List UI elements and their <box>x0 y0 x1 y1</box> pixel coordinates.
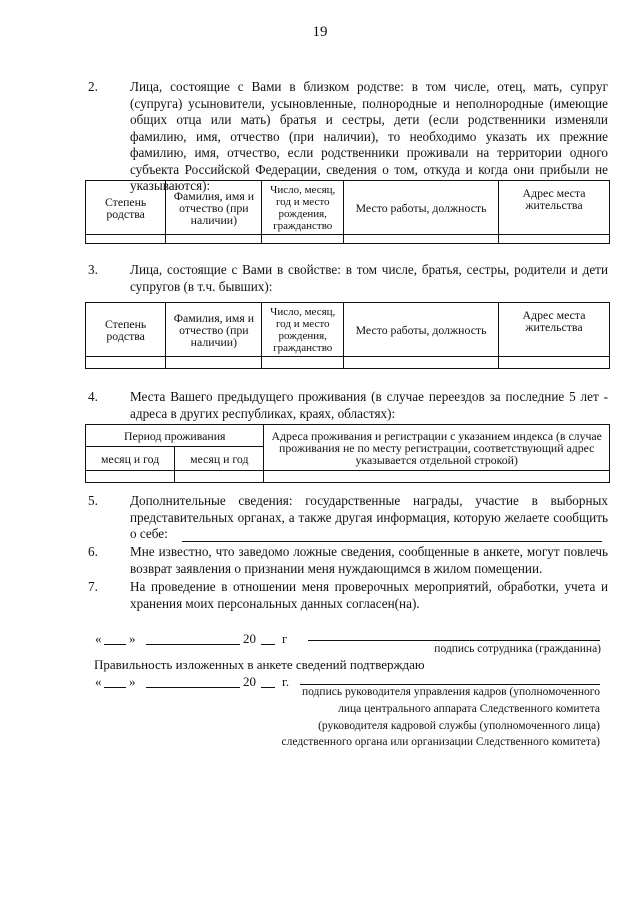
item-3 <box>88 262 608 295</box>
cell-input[interactable] <box>175 471 264 483</box>
date-quote-close: » <box>129 631 136 646</box>
header-residence-address: Адреса проживания и регистрации с указанием индекса (в случае проживания не по месту регистрации, соответствующий адрес указывается отдельной строкой) <box>264 425 610 471</box>
employee-signature-caption: подпись сотрудника (гражданина) <box>434 643 601 655</box>
header-to-month-year: месяц и год <box>175 447 264 471</box>
header-relation: Степень родства <box>86 181 166 235</box>
date-quote-open: « <box>95 674 102 689</box>
page-number: 19 <box>312 24 328 40</box>
item-6-number: 6. <box>88 544 98 559</box>
item-4-text: Места Вашего предыдущего проживания (в случае переездов за последние 5 лет - адреса в других республиках, краях, областях): <box>130 389 608 421</box>
item-2 <box>88 79 608 195</box>
header-from-month-year: месяц и год <box>86 447 175 471</box>
item-5-text: Дополнительные сведения: государственные награды, участие в выборных представительных органах, а также другая информация, которую желаете сообщить о себе: <box>130 493 608 541</box>
year-field[interactable] <box>261 644 275 645</box>
residence-table <box>85 424 610 483</box>
item-4-number: 4. <box>88 389 98 404</box>
cell-input[interactable] <box>262 357 344 369</box>
employee-signature-line[interactable] <box>308 640 600 641</box>
header-relation: Степень родства <box>86 303 166 357</box>
item-2-text: Лица, состоящие с Вами в близком родстве: в том числе, отец, мать, супруг (супруга) усыновители, усыновленные, полнородные и неполнородные (имеющие общих отца или мать) братья и сестры, дети (если родственники изменяли фамилию, имя, отчество (при наличии), то необходимо указать их прежние фамилию, имя, отчество, если родственники проживали на территории одного субъекта Российской Федерации, сведения о том, откуда и когда они прибыли не указываются): <box>130 79 608 193</box>
header-workplace: Место работы, должность <box>344 303 499 357</box>
header-birth-info: Число, месяц, год и место рождения, гражданство <box>262 181 344 235</box>
manager-signature-caption-1: подпись руководителя управления кадров (уполномоченного <box>301 686 600 698</box>
cell-input[interactable] <box>166 235 262 244</box>
cell-input[interactable] <box>166 357 262 369</box>
item-5 <box>88 493 608 543</box>
cell-input[interactable] <box>499 235 610 244</box>
year-suffix: г <box>282 631 288 646</box>
item-4 <box>88 389 608 422</box>
confirmation-text: Правильность изложенных в анкете сведений подтверждаю <box>94 657 425 672</box>
manager-signature-caption-3: (руководителя кадровой службы (уполномоченного лица) <box>318 720 600 732</box>
day-field[interactable] <box>104 644 126 645</box>
year-prefix: 20 <box>243 674 256 689</box>
item-6-text: Мне известно, что заведомо ложные сведения, сообщенные в анкете, могут повлечь возврат заявления о признании меня нуждающимся в жилом помещении. <box>130 544 608 576</box>
cell-input[interactable] <box>262 235 344 244</box>
item-3-text: Лица, состоящие с Вами в свойстве: в том числе, братья, сестры, родители и дети супругов (в т.ч. бывших): <box>130 262 608 294</box>
cell-input[interactable] <box>86 357 166 369</box>
month-field[interactable] <box>146 687 240 688</box>
cell-input[interactable] <box>86 235 166 244</box>
item-2-number: 2. <box>88 79 98 94</box>
cell-input[interactable] <box>344 235 499 244</box>
header-full-name: Фамилия, имя и отчество (при наличии) <box>166 303 262 357</box>
date-quote-close: » <box>129 674 136 689</box>
year-suffix: г. <box>282 674 290 689</box>
header-address: Адрес места жительства <box>499 181 610 235</box>
header-full-name: Фамилия, имя и отчество (при наличии) <box>166 181 262 235</box>
item-7-text: На проведение в отношении меня проверочных мероприятий, обработки, учета и хранения моих персональных данных согласен(на). <box>130 579 608 611</box>
item-6 <box>88 544 608 577</box>
manager-signature-caption-2: лица центрального аппарата Следственного комитета <box>338 703 600 715</box>
manager-signature-caption-4: следственного органа или организации Следственного комитета) <box>281 736 600 748</box>
date-quote-open: « <box>95 631 102 646</box>
header-workplace: Место работы, должность <box>344 181 499 235</box>
item-5-number: 5. <box>88 493 98 508</box>
cell-input[interactable] <box>499 357 610 369</box>
year-prefix: 20 <box>243 631 256 646</box>
additional-info-line[interactable] <box>182 541 602 542</box>
inlaws-table <box>85 302 610 369</box>
header-period: Период проживания <box>86 425 264 447</box>
cell-input[interactable] <box>264 471 610 483</box>
header-address: Адрес места жительства <box>499 303 610 357</box>
item-3-number: 3. <box>88 262 98 277</box>
day-field[interactable] <box>104 687 126 688</box>
relatives-table <box>85 180 610 244</box>
manager-signature-line[interactable] <box>300 684 600 685</box>
item-7 <box>88 579 608 612</box>
cell-input[interactable] <box>344 357 499 369</box>
item-7-number: 7. <box>88 579 98 594</box>
cell-input[interactable] <box>86 471 175 483</box>
header-birth-info: Число, месяц, год и место рождения, гражданство <box>262 303 344 357</box>
month-field[interactable] <box>146 644 240 645</box>
